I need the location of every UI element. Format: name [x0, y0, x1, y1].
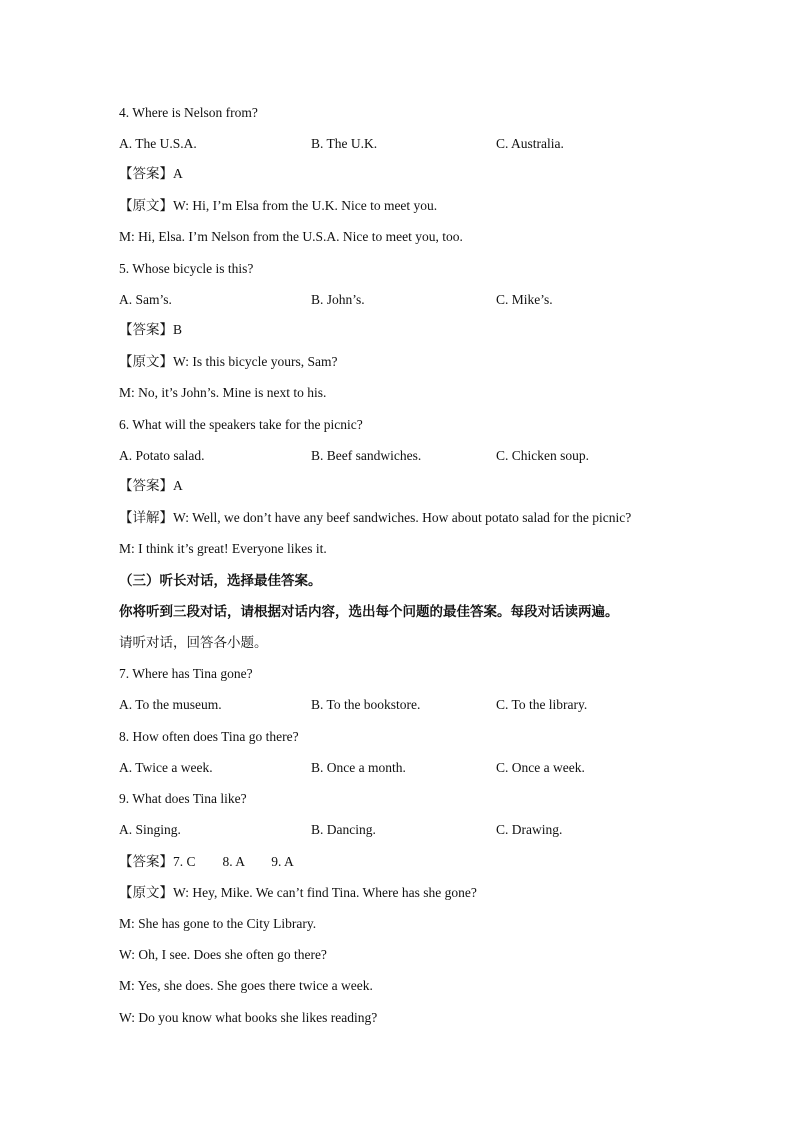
q7-9-script-line-2: M: She has gone to the City Library.: [119, 916, 317, 931]
q4-option-c: C. Australia.: [496, 136, 564, 151]
q4-option-b: B. The U.K.: [311, 136, 378, 151]
q7-9-answer: 【答案】7. C 8. A 9. A: [119, 854, 294, 869]
q7-option-b: B. To the bookstore.: [311, 697, 421, 712]
sub-instructions: 请听对话，回答各小题。: [119, 635, 268, 650]
section-instructions: 你将听到三段对话，请根据对话内容，选出每个问题的最佳答案。每段对话读两遍。: [119, 604, 619, 619]
q8-option-b: B. Once a month.: [311, 760, 406, 775]
q4-script-line-1: 【原文】W: Hi, I’m Elsa from the U.K. Nice to meet you.: [119, 198, 438, 213]
q7-9-script-line-4: M: Yes, she does. She goes there twice a week.: [119, 978, 373, 993]
q6-option-b: B. Beef sandwiches.: [311, 448, 422, 463]
q4-option-a: A. The U.S.A.: [119, 136, 197, 151]
q8-option-c: C. Once a week.: [496, 760, 585, 775]
section-title: （三）听长对话，选择最佳答案。: [119, 573, 322, 588]
q7-9-script-line-3: W: Oh, I see. Does she often go there?: [119, 947, 327, 962]
q9-option-a: A. Singing.: [119, 822, 181, 837]
q5-option-c: C. Mike’s.: [496, 292, 553, 307]
q5-answer: 【答案】B: [119, 322, 183, 337]
q7-option-a: A. To the museum.: [119, 697, 222, 712]
q8-option-a: A. Twice a week.: [119, 760, 213, 775]
q6-option-a: A. Potato salad.: [119, 448, 205, 463]
question-8: 8. How often does Tina go there?: [119, 729, 299, 744]
q9-option-c: C. Drawing.: [496, 822, 563, 837]
q7-option-c: C. To the library.: [496, 697, 588, 712]
question-7: 7. Where has Tina gone?: [119, 666, 253, 681]
q5-script-line-1: 【原文】W: Is this bicycle yours, Sam?: [119, 354, 338, 369]
question-5: 5. Whose bicycle is this?: [119, 261, 254, 276]
q4-script-line-2: M: Hi, Elsa. I’m Nelson from the U.S.A. Nice to meet you, too.: [119, 229, 463, 244]
q6-option-c: C. Chicken soup.: [496, 448, 589, 463]
q9-option-b: B. Dancing.: [311, 822, 376, 837]
question-4: 4. Where is Nelson from?: [119, 105, 258, 120]
question-9: 9. What does Tina like?: [119, 791, 247, 806]
q5-script-line-2: M: No, it’s John’s. Mine is next to his.: [119, 385, 327, 400]
q6-detail-line-1: 【详解】W: Well, we don’t have any beef sandwiches. How about potato salad for the picnic?: [119, 510, 632, 525]
q7-9-script-line-1: 【原文】W: Hey, Mike. We can’t find Tina. Where has she gone?: [119, 885, 477, 900]
q7-9-script-line-5: W: Do you know what books she likes reading?: [119, 1010, 378, 1025]
q5-option-b: B. John’s.: [311, 292, 365, 307]
q6-answer: 【答案】A: [119, 478, 183, 493]
q5-option-a: A. Sam’s.: [119, 292, 172, 307]
q6-detail-line-2: M: I think it’s great! Everyone likes it.: [119, 541, 327, 556]
q4-answer: 【答案】A: [119, 166, 183, 181]
question-6: 6. What will the speakers take for the picnic?: [119, 417, 363, 432]
